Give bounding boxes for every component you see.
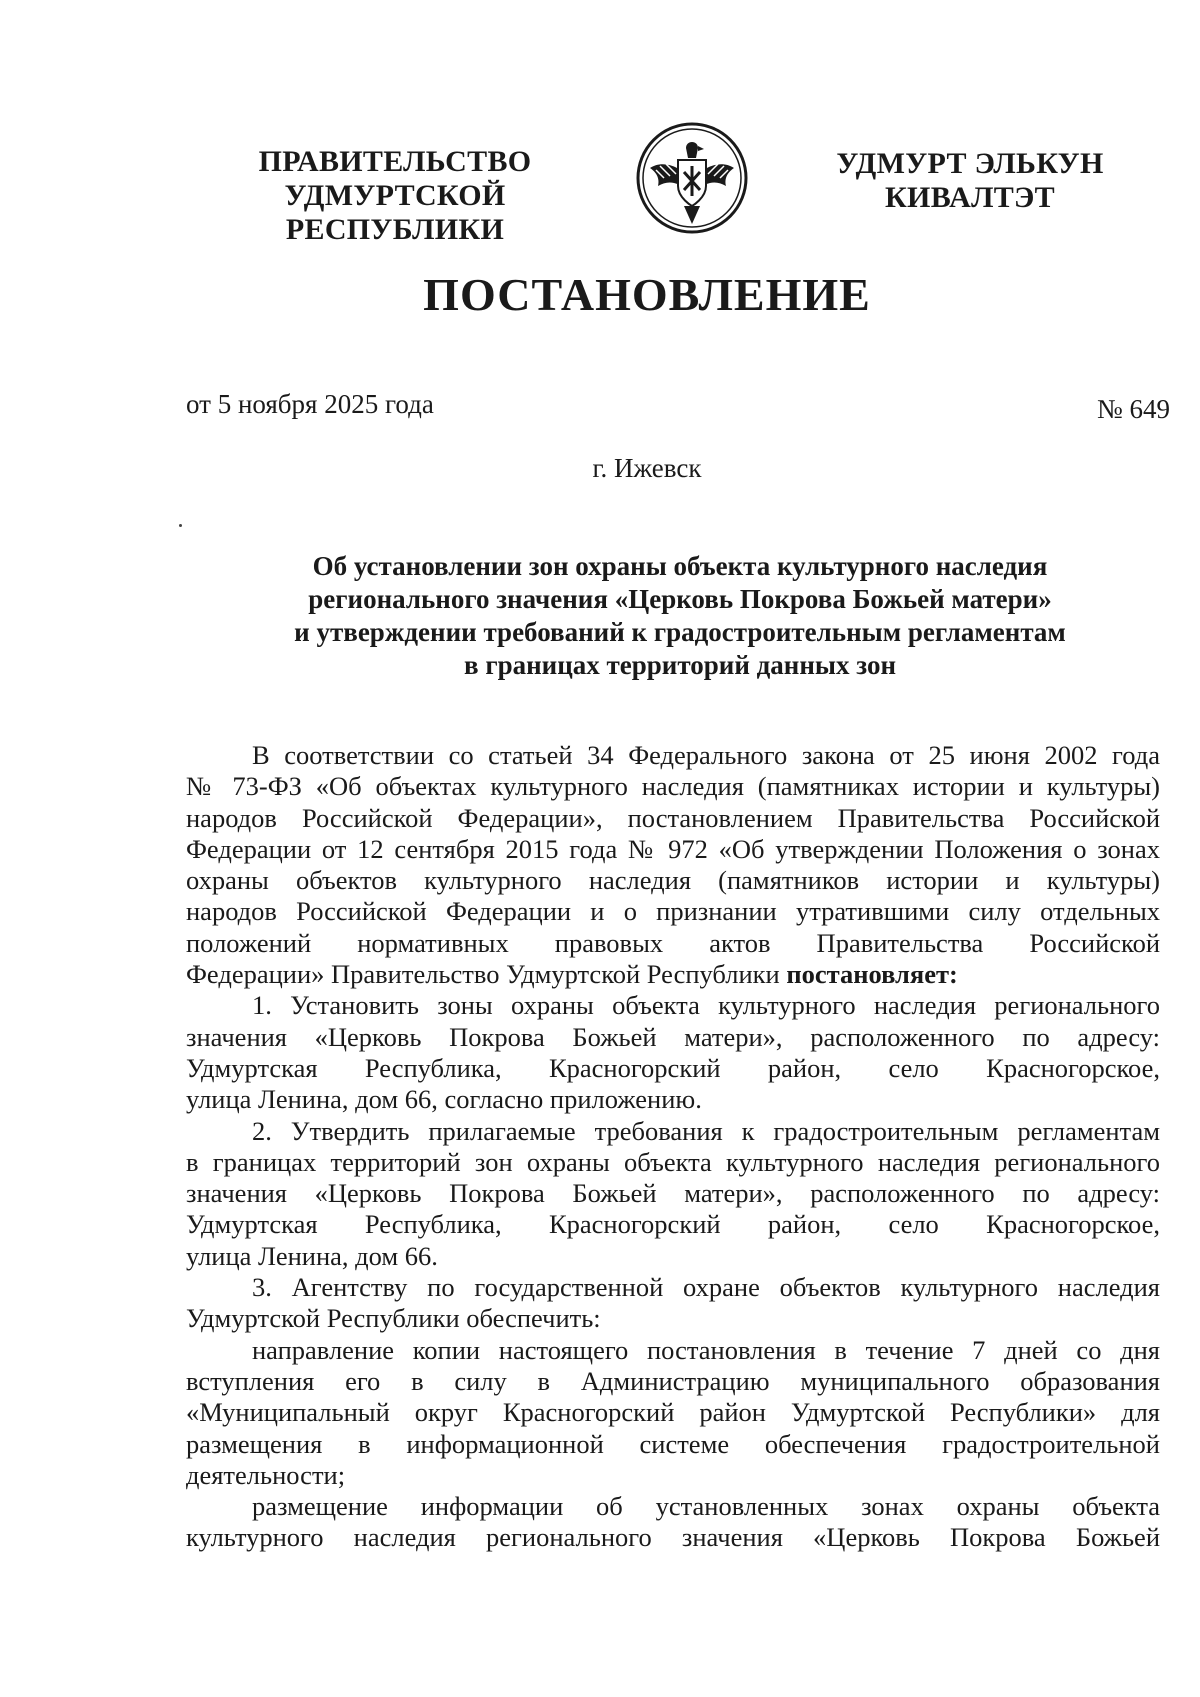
document-number: № 649 xyxy=(1096,394,1170,424)
item-3-subitem-b xyxy=(186,1491,1160,1554)
body-line: значения «Церковь Покрова Божьей матери», расположенного по адресу: xyxy=(186,1021,1160,1052)
organization-name-russian xyxy=(175,145,615,247)
body-line: улица Ленина, дом 66, согласно приложению. xyxy=(186,1084,702,1115)
body-line-text: Федерации» Правительство Удмуртской Республики xyxy=(186,959,780,990)
body-line: направление копии настоящего постановления в течение 7 дней со дня xyxy=(252,1334,1160,1365)
body-line: охраны объектов культурного наследия (памятников истории и культуры) xyxy=(186,865,1160,896)
document-title xyxy=(200,550,1160,682)
udmurt-coat-of-arms-icon xyxy=(634,120,750,236)
title-line: и утверждении требований к градостроительным регламентам xyxy=(294,617,1066,647)
body-line: размещения в информационной системе обеспечения градостроительной xyxy=(186,1428,1160,1459)
body-line: значения «Церковь Покрова Божьей матери», расположенного по адресу: xyxy=(186,1178,1160,1209)
title-line: Об установлении зон охраны объекта культурного наследия xyxy=(312,551,1048,581)
document-date: от 5 ноября 2025 года xyxy=(186,389,434,419)
body-line: В соответствии со статьей 34 Федерального закона от 25 июня 2002 года xyxy=(252,740,1160,770)
body-line: размещение информации об установленных зонах охраны объекта xyxy=(252,1491,1160,1522)
scan-speck xyxy=(179,524,182,527)
resolution-keyword: постановляет: xyxy=(786,959,958,990)
body-line: 3. Агентству по государственной охране объектов культурного наследия xyxy=(252,1272,1160,1303)
body-line: деятельности; xyxy=(186,1459,346,1490)
item-3 xyxy=(186,1272,1160,1335)
title-line: регионального значения «Церковь Покрова Божьей матери» xyxy=(308,584,1052,614)
body-line: Удмуртская Республика, Красногорский район, село Красногорское, xyxy=(186,1052,1160,1083)
org-right-line-1: УДМУРТ ЭЛЬКУН xyxy=(836,147,1104,180)
body-line: Удмуртской Республики обеспечить: xyxy=(186,1303,601,1334)
body-line: народов Российской Федерации и о признании утратившими силу отдельных xyxy=(186,896,1160,927)
body-line: «Муниципальный округ Красногорский район Удмуртской Республики» для xyxy=(186,1397,1160,1428)
document-type: ПОСТАНОВЛЕНИЕ xyxy=(423,269,871,320)
body-line: улица Ленина, дом 66. xyxy=(186,1240,438,1271)
item-1 xyxy=(186,990,1160,1115)
body-line: № 73-ФЗ «Об объектах культурного наследия (памятниках истории и культуры) xyxy=(186,771,1160,802)
body-line: в границах территорий зон охраны объекта культурного наследия регионального xyxy=(186,1146,1160,1177)
org-right-line-2: КИВАЛТЭТ xyxy=(885,181,1055,214)
item-2 xyxy=(186,1116,1160,1272)
body-line xyxy=(186,959,1160,990)
organization-name-udmurt xyxy=(805,147,1135,215)
preamble-paragraph xyxy=(186,740,1160,990)
document-body xyxy=(186,740,1160,1554)
body-line: 2. Утвердить прилагаемые требования к градостроительным регламентам xyxy=(252,1115,1160,1146)
item-3-subitem-a xyxy=(186,1335,1160,1491)
document-city: г. Ижевск xyxy=(592,453,702,483)
org-left-line-2: УДМУРТСКОЙ РЕСПУБЛИКИ xyxy=(284,179,506,246)
org-left-line-1: ПРАВИТЕЛЬСТВО xyxy=(258,145,532,178)
body-line: вступления его в силу в Администрацию муниципального образования xyxy=(186,1365,1160,1396)
body-line: 1. Установить зоны охраны объекта культурного наследия регионального xyxy=(252,990,1160,1021)
body-line: народов Российской Федерации», постановлением Правительства Российской xyxy=(186,802,1160,833)
body-line: Удмуртская Республика, Красногорский район, село Красногорское, xyxy=(186,1209,1160,1240)
body-line: культурного наследия регионального значения «Церковь Покрова Божьей xyxy=(186,1522,1160,1553)
body-line: Федерации от 12 сентября 2015 года № 972 «Об утверждении Положения о зонах xyxy=(186,833,1160,864)
title-line: в границах территорий данных зон xyxy=(464,650,896,680)
body-line: положений нормативных правовых актов Правительства Российской xyxy=(186,927,1160,958)
